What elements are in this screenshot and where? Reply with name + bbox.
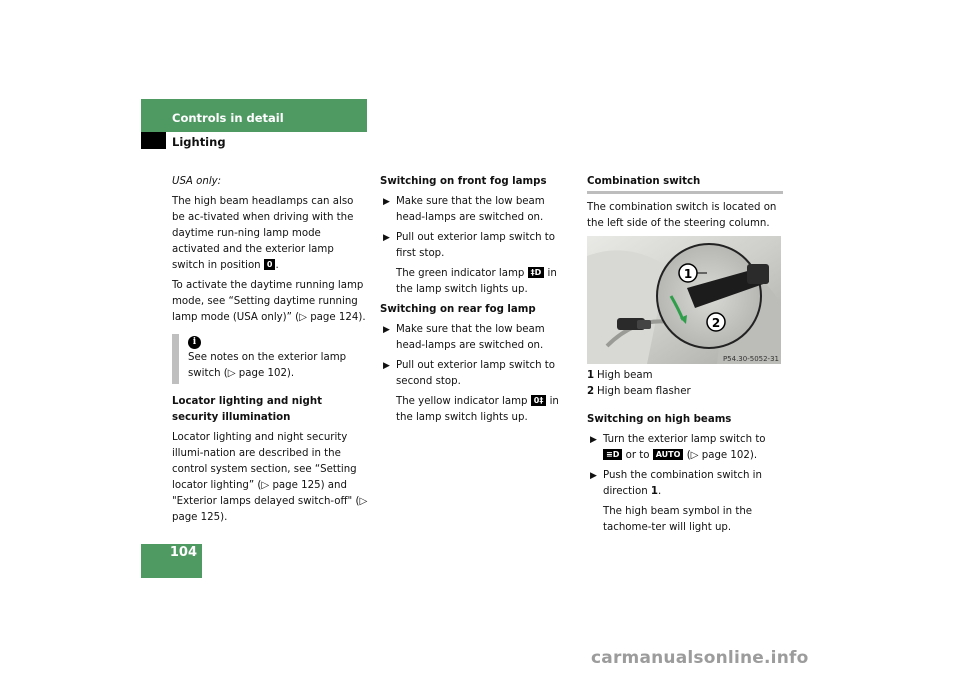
section-subtitle: Lighting <box>172 135 226 149</box>
step-item: ▶ Make sure that the low beam head-lamps are switched on. <box>383 324 545 351</box>
heading-locator-lighting: Locator lighting and night security illumination <box>172 396 322 423</box>
step-item: ▶ Pull out exterior lamp switch to first stop. <box>383 232 555 259</box>
step-item: ▶ Make sure that the low beam head-lamps are switched on. <box>383 196 545 223</box>
usa-label: USA only: <box>172 176 222 187</box>
heading-rear-fog: Switching on rear fog lamp <box>380 304 536 315</box>
step-item: ▶ Pull out exterior lamp switch to second stop. <box>383 360 555 387</box>
callout-1: 1 <box>683 267 693 281</box>
lamp-position-symbol: 0 <box>264 259 276 270</box>
front-fog-lamp-icon: ‡D <box>528 267 545 278</box>
combination-switch-photo <box>587 236 781 364</box>
result-text: The yellow indicator lamp 0‡ in the lamp switch lights up. <box>396 396 559 423</box>
low-beam-icon: ≡D <box>603 449 622 460</box>
header-marker <box>141 132 166 149</box>
bullet-icon: ▶ <box>590 471 597 481</box>
note-text: See notes on the exterior lamp switch (▷ page 102). <box>188 352 347 379</box>
page-number: 104 <box>169 545 197 560</box>
bullet-icon: ▶ <box>383 197 390 207</box>
column-3 <box>587 174 783 540</box>
callout-2: 2 <box>711 316 721 330</box>
watermark: carmanualsonline.info <box>591 648 809 668</box>
paragraph: To activate the daytime running lamp mode, see “Setting daytime running lamp mode (USA only)” (▷ page 124). <box>172 280 366 323</box>
paragraph: The high beam headlamps can also be ac-tivated when driving with the daytime run-ning lamp mode activated and the exterior lamp switch in position 0 . <box>172 196 354 271</box>
legend <box>587 368 783 400</box>
steering-column-illustration <box>587 236 781 364</box>
rear-fog-lamp-icon: 0‡ <box>531 395 547 406</box>
info-icon: i <box>188 336 201 349</box>
legend-item: 1 High beam <box>587 370 653 381</box>
bullet-icon: ▶ <box>383 361 390 371</box>
photo-code: P54.30-5052-31 <box>722 355 779 363</box>
note-bar <box>172 334 179 384</box>
info-note <box>172 334 368 384</box>
result-text: The high beam symbol in the tachome-ter will light up. <box>603 506 753 533</box>
column-1 <box>172 174 368 530</box>
auto-icon: AUTO <box>653 449 684 460</box>
step-item: ▶ Turn the exterior lamp switch to ≡D or to AUTO (▷ page 102). <box>590 434 766 461</box>
bullet-icon: ▶ <box>383 325 390 335</box>
heading-front-fog: Switching on front fog lamps <box>380 176 547 187</box>
legend-item: 2 High beam flasher <box>587 386 691 397</box>
step-item: ▶ Push the combination switch in direction 1. <box>590 470 762 497</box>
column-2 <box>380 174 576 430</box>
result-text: The green indicator lamp ‡D in the lamp switch lights up. <box>396 268 557 295</box>
section-title: Controls in detail <box>172 111 284 125</box>
bullet-icon: ▶ <box>383 233 390 243</box>
bullet-icon: ▶ <box>590 435 597 445</box>
heading-high-beams: Switching on high beams <box>587 414 732 425</box>
heading-combination-switch: Combination switch <box>587 174 783 194</box>
paragraph: Locator lighting and night security illumi-nation are described in the control system section, see “Setting locator lighting” (▷ page 125) and "Exterior lamps delayed switch-off" (▷ page 125). <box>172 432 368 523</box>
paragraph: The combination switch is located on the left side of the steering column. <box>587 202 777 229</box>
